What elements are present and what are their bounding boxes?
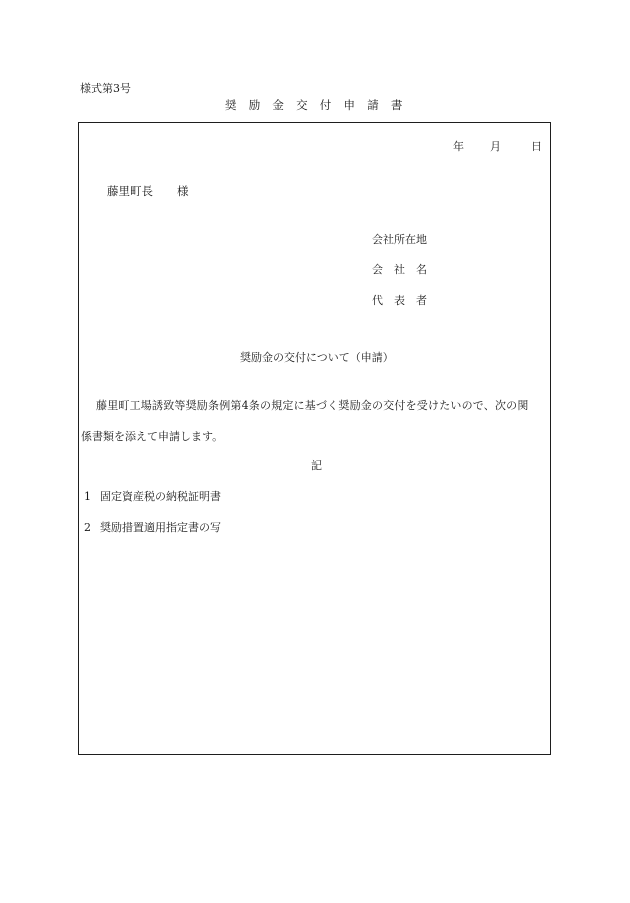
list-item	[84, 519, 221, 535]
company-name-label: 会社名	[372, 263, 438, 276]
list-item-text: 固定資産税の納税証明書	[100, 490, 221, 503]
addressee-honorific: 様	[177, 184, 189, 198]
date-line	[453, 138, 542, 154]
addressee-name: 藤里町長	[107, 184, 153, 198]
addressee	[107, 183, 189, 199]
list-item	[84, 488, 221, 504]
date-year-label: 年	[453, 140, 464, 153]
document-title: 奨励金交付申請書	[225, 98, 415, 112]
list-item-number: 2	[84, 521, 91, 534]
company-address-label: 会社所在地	[372, 233, 427, 246]
subject-line: 奨励金の交付について（申請）	[240, 351, 394, 364]
list-item-text: 奨励措置適用指定書の写	[100, 521, 221, 534]
list-item-number: 1	[84, 490, 91, 503]
form-number: 様式第3号	[80, 82, 131, 95]
body-text-line-1: 藤里町工場誘致等奨励条例第4条の規定に基づく奨励金の交付を受けたいので、次の関	[96, 399, 529, 412]
body-text-line-2: 係書類を添えて申請します。	[81, 430, 224, 443]
date-month-label: 月	[490, 140, 501, 153]
ki-heading: 記	[311, 459, 322, 472]
date-day-label: 日	[531, 140, 542, 153]
representative-label: 代表者	[372, 294, 438, 307]
